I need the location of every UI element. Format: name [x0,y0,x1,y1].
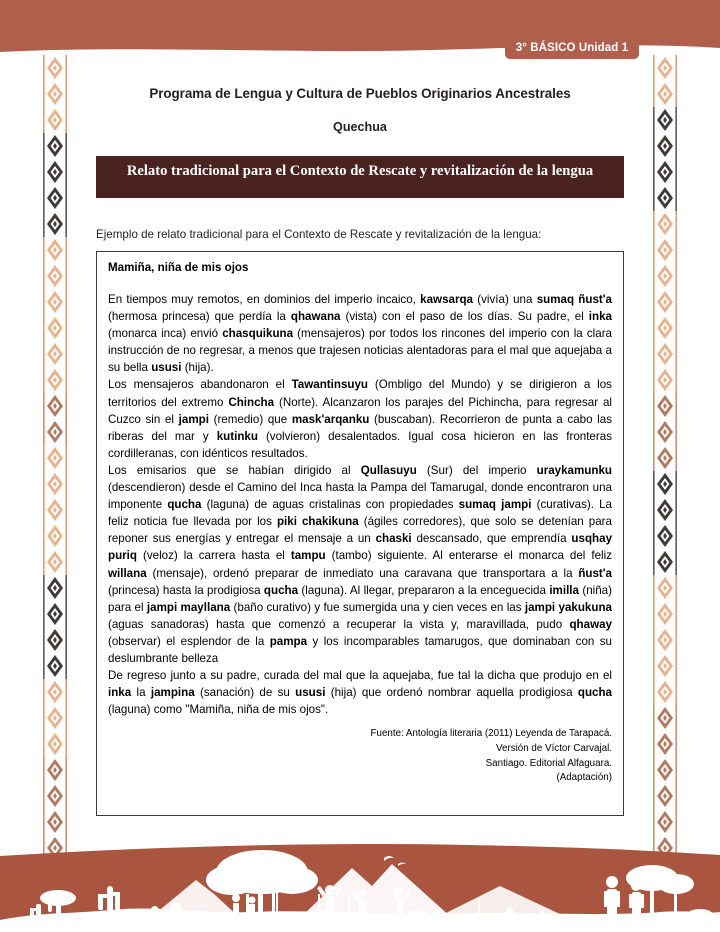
story-paragraph: Los emisarios que se habían dirigido al Qullasuyu (Sur) del imperio uraykamunku (descendieron) desde el Camino del Inca hasta la Pampa del Tamarugal, donde encontraron una imponente qucha (laguna) de aguas cristalinas con propiedades sumaq jampi (curativas). La feliz noticia fue llevada por los piki chakikuna (ágiles corredores), que solo se detenían para reponer sus energías y entregar el mensaje a un chaski descansado, que emprendía usqhay puriq (veloz) la carrera hasta el tampu (tambo) siguiente. Al enterarse el monarca del feliz willana (mensaje), ordenó preparar de inmediato una caravana que transportara a la ñust'a (princesa) hasta la prodigiosa qucha (laguna). Al llegar, prepararon a la enceguecida imilla (niña) para el jampi mayllana (baño curativo) y fue sumergida una y cien veces en las jampi yakukuna (aguas sanadoras) hasta que comenzó a recuperar la vista y, maravillada, pudo qhaway (observar) el esplendor de la pampa y los incomparables tamarugos, que dominaban con su deslumbrante belleza [108,463,613,665]
story-title: Mamiña, niña de mis ojos [108,261,249,274]
section-title-bar: Relato tradicional para el Contexto de Rescate y revitalización de la lengua [96,156,624,198]
intro-text: Ejemplo de relato tradicional para el Contexto de Rescate y revitalización de la lengua: [96,228,542,241]
source-attribution [108,727,612,785]
source-line: Versión de Víctor Carvajal. [496,742,612,754]
story-paragraph: En tiempos muy remotos, en dominios del imperio incaico, kawsarqa (vivía) una sumaq ñust'a (hermosa princesa) que perdía la qhawana (vista) con el paso de los días. Su padre, el inka (monarca inca) envió chasquikuna (mensajeros) por todos los rincones del imperio con la clara instrucción de no regresar, a menos que trajesen noticias alentadoras para el mal que aquejaba a su bella ususi (hija). [108,293,613,375]
story-box [96,251,624,816]
right-woven-border [652,55,678,855]
unit-badge: 3° BÁSICO Unidad 1 [505,38,639,59]
source-line: Fuente: Antología literaria (2011) Leyenda de Tarapacá. [370,728,612,740]
source-line: Santiago. Editorial Alfaguara. [485,757,612,769]
story-paragraph: De regreso junto a su padre, curada del mal que la aquejaba, fue tal la dicha que produjo en el inka la jampina (sanación) de su ususi (hija) que ordenó nombrar aquella prodigiosa qucha (laguna) como "Mamiña, niña de mis ojos". [108,669,613,717]
footer-landscape-illustration [0,842,720,932]
page-title: Programa de Lengua y Cultura de Pueblos Originarios Ancestrales [149,86,571,101]
left-woven-border [42,55,68,855]
source-line: (Adaptación) [556,772,612,784]
story-paragraph: Los mensajeros abandonaron el Tawantinsuyu (Ombligo del Mundo) y se dirigieron a los territorios del extremo Chincha (Norte). Alcanzaron los parajes del Pichincha, para regresar al Cuzco sin el jampi (remedio) que mask'arqanku (buscaban). Recorrieron de punta a cabo las riberas del mar y kutinku (volvieron) desalentados. Igual cosa hicieron en las fronteras cordilleranas, con idénticos resultados. [108,378,613,460]
language-subtitle: Quechua [333,120,387,134]
